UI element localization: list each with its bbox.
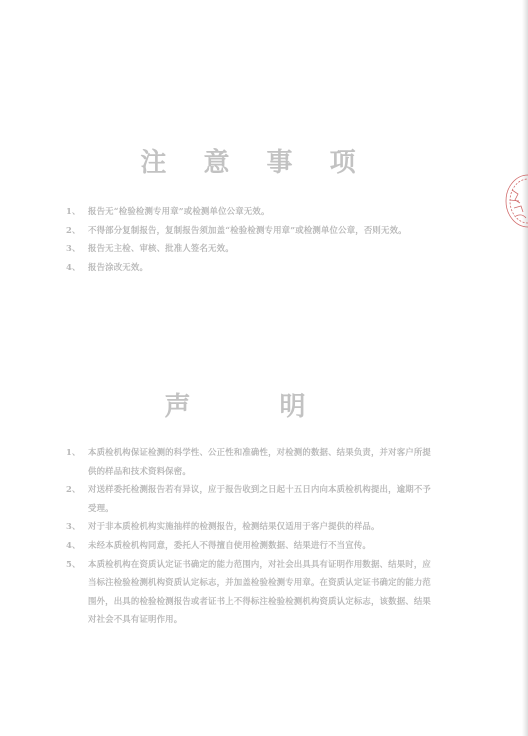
statement-item-text: 对送样委托检测报告若有异议，应于报告收到之日起十五日内向本质检机构提出，逾期不予受理。 bbox=[88, 484, 431, 513]
page-edge-shadow bbox=[522, 0, 528, 736]
notice-title: 注 意 事 项 bbox=[140, 148, 370, 178]
notice-item-text: 报告无主检、审核、批准人签名无效。 bbox=[88, 243, 234, 254]
statement-item-text: 对于非本质检机构实施抽样的检测报告，检测结果仅适用于客户提供的样品。 bbox=[88, 521, 380, 532]
statement-title: 声 明 bbox=[164, 392, 346, 422]
statement-item-number: 1、 bbox=[66, 447, 81, 457]
statement-item-number: 2、 bbox=[66, 484, 81, 495]
notice-item-number: 1、 bbox=[66, 206, 81, 216]
statement-item-number: 5、 bbox=[66, 558, 81, 569]
notice-item-number: 2、 bbox=[66, 224, 81, 235]
notice-item-text: 报告无“检验检测专用章”或检测单位公章无效。 bbox=[88, 206, 270, 216]
statement-item bbox=[66, 555, 436, 629]
statement-item bbox=[66, 480, 436, 517]
statement-item-text: 未经本质检机构同意，委托人不得擅自使用检测数据、结果进行不当宣传。 bbox=[88, 539, 371, 550]
statement-item-text: 本质检机构保证检测的科学性、公正性和准确性，对检测的数据、结果负责，并对客户所提供的样品和技术资料保密。 bbox=[88, 447, 431, 476]
statement-item bbox=[66, 517, 436, 536]
statement-item-number: 3、 bbox=[66, 521, 81, 532]
notice-item bbox=[66, 258, 436, 277]
seal-stamp-icon bbox=[502, 172, 528, 230]
notice-item bbox=[66, 221, 436, 240]
notice-item-text: 不得部分复制报告，复制报告须加盖“检验检测专用章”或检测单位公章，否则无效。 bbox=[88, 224, 407, 235]
notice-item-number: 3、 bbox=[66, 243, 81, 254]
notice-item bbox=[66, 202, 436, 221]
notice-item bbox=[66, 239, 436, 258]
statement-item bbox=[66, 443, 436, 480]
statement-list bbox=[66, 443, 436, 629]
notice-item-text: 报告涂改无效。 bbox=[88, 261, 149, 272]
notice-list bbox=[66, 202, 436, 276]
statement-item bbox=[66, 536, 436, 555]
statement-item-text: 本质检机构在资质认定证书确定的能力范围内，对社会出具具有证明作用数据、结果时，应当标注检验检测机构资质认定标志，并加盖检验检测专用章。在资质认定证书确定的能力范围外，出具的检验检测报告或者证书上不得标注检验检测机构资质认定标志，该数据、结果对社会不具有证明作用。 bbox=[88, 558, 431, 625]
notice-item-number: 4、 bbox=[66, 261, 81, 272]
statement-item-number: 4、 bbox=[66, 539, 81, 550]
